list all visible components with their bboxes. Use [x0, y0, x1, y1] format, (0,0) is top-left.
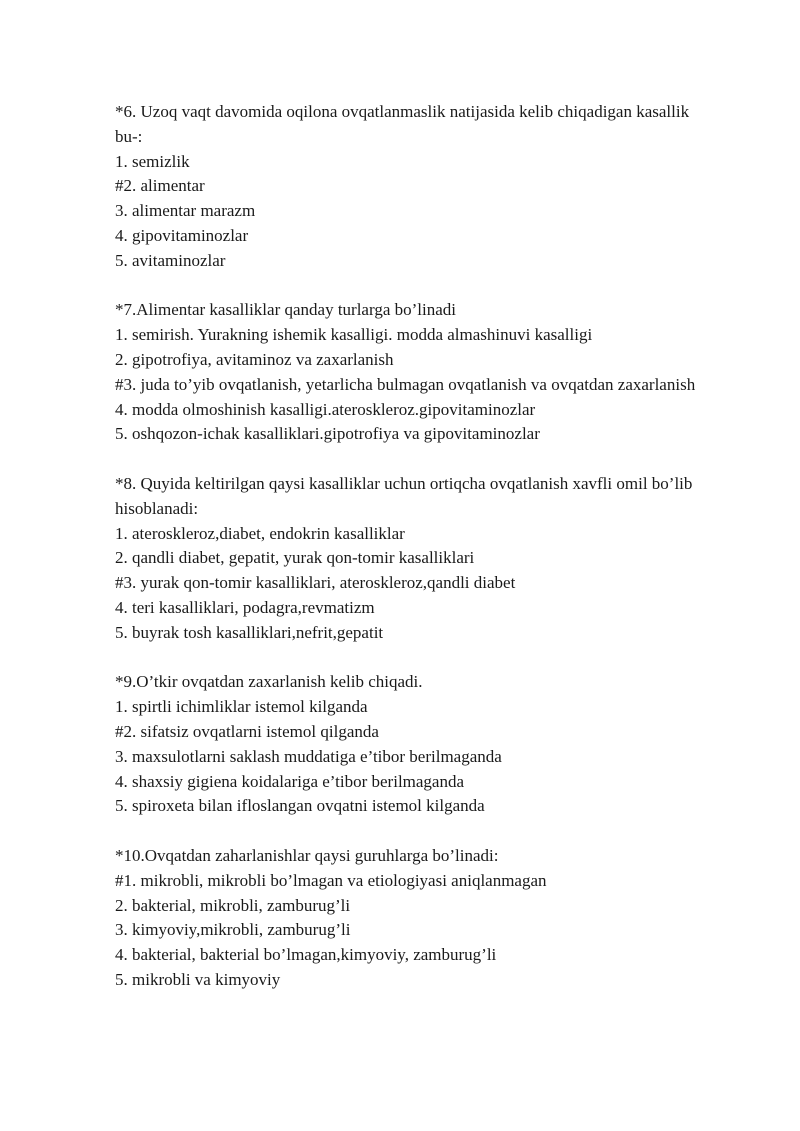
- answer-option: 2. bakterial, mikrobli, zamburug’li: [115, 895, 351, 915]
- answer-option: 2. gipotrofiya, avitaminoz va zaxarlanish: [115, 349, 394, 369]
- question-text: *6. Uzoq vaqt davomida oqilona ovqatlanmaslik natijasida kelib chiqadigan kasallik bu-:: [115, 102, 690, 146]
- answer-option: 1. semizlik: [115, 151, 190, 171]
- answer-option: 4. gipovitaminozlar: [115, 225, 249, 245]
- question-9: [115, 670, 715, 819]
- answer-option: 3. maxsulotlarni saklash muddatiga e’tibor berilmaganda: [115, 746, 502, 766]
- answer-option-correct: #3. juda to’yib ovqatlanish, yetarlicha bulmagan ovqatlanish va ovqatdan zaxarlanish: [115, 374, 696, 394]
- answer-option: 1. spirtli ichimliklar istemol kilganda: [115, 697, 368, 717]
- answer-option: 1. ateroskleroz,diabet, endokrin kasalliklar: [115, 523, 405, 543]
- question-7: [115, 298, 715, 447]
- answer-option-correct: #1. mikrobli, mikrobli bo’lmagan va etiologiyasi aniqlanmagan: [115, 870, 547, 890]
- answer-option: 5. oshqozon-ichak kasalliklari.gipotrofiya va gipovitaminozlar: [115, 424, 540, 444]
- answer-option: 4. teri kasalliklari, podagra,revmatizm: [115, 597, 375, 617]
- answer-option: 1. semirish. Yurakning ishemik kasalligi. modda almashinuvi kasalligi: [115, 325, 593, 345]
- answer-option-correct: #2. alimentar: [115, 176, 205, 196]
- answer-option: 4. shaxsiy gigiena koidalariga e’tibor berilmaganda: [115, 771, 465, 791]
- answer-option-correct: #3. yurak qon-tomir kasalliklari, ateroskleroz,qandli diabet: [115, 573, 516, 593]
- answer-option: 5. buyrak tosh kasalliklari,nefrit,gepatit: [115, 622, 384, 642]
- answer-option: 3. alimentar marazm: [115, 201, 256, 221]
- answer-option: 5. mikrobli va kimyoviy: [115, 969, 281, 989]
- answer-option: 3. kimyoviy,mikrobli, zamburug’li: [115, 920, 351, 940]
- question-10: [115, 844, 715, 993]
- answer-option: 4. bakterial, bakterial bo’lmagan,kimyoviy, zamburug’li: [115, 945, 497, 965]
- question-text: *7.Alimentar kasalliklar qanday turlarga bo’linadi: [115, 300, 456, 320]
- question-text: *10.Ovqatdan zaharlanishlar qaysi guruhlarga bo’linadi:: [115, 845, 499, 865]
- answer-option: 5. avitaminozlar: [115, 250, 226, 270]
- answer-option: 2. qandli diabet, gepatit, yurak qon-tomir kasalliklari: [115, 548, 475, 568]
- question-text: *8. Quyida keltirilgan qaysi kasalliklar uchun ortiqcha ovqatlanish xavfli omil bo’lib hisoblanadi:: [115, 473, 693, 518]
- answer-option: 4. modda olmoshinish kasalligi.ateroskleroz.gipovitaminozlar: [115, 399, 536, 419]
- document-body: [115, 100, 715, 1017]
- question-8: [115, 472, 715, 646]
- question-6: [115, 100, 715, 274]
- answer-option-correct: #2. sifatsiz ovqatlarni istemol qilganda: [115, 721, 379, 741]
- question-text: *9.O’tkir ovqatdan zaxarlanish kelib chiqadi.: [115, 672, 423, 692]
- answer-option: 5. spiroxeta bilan ifloslangan ovqatni istemol kilganda: [115, 796, 485, 816]
